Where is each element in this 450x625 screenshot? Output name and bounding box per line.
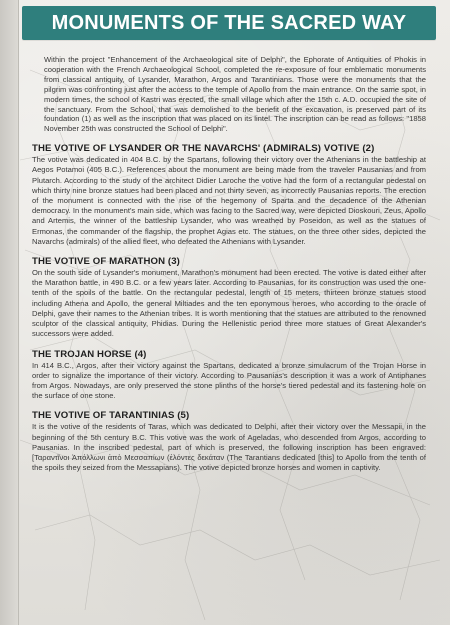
section-trojan-horse — [32, 349, 432, 402]
section-title: THE TROJAN HORSE (4) — [32, 348, 147, 360]
section-title: THE VOTIVE OF LYSANDER OR THE NAVARCHS' (ADMIRALS) VOTIVE (2) — [32, 143, 375, 155]
section-body: In 414 B.C., Argos, after their victory against the Spartans, dedicated a bronze simulacrum of the Trojan Horse in order to signalize the importance of their victory. According to Pausanias's description it was a work of Antiphanes from Argos. Nowadays, are only preserved the stone plinths of the horse's tiered pedestal and its fastening hole on the surface of one stone. — [32, 360, 426, 401]
section-title: THE VOTIVE OF MARATHON (3) — [32, 256, 180, 268]
section-body: The votive was dedicated in 404 B.C. by the Spartans, following their victory over the Athenians in the battleship at Aegos Potamoi (405 B.C.). References about the monument are being made from the traveler Pausanias and from Plutarch. According to the study of the architect Didier Laroche the votive had the form of a rectangular pedestal on which thirty nine bronze statues had been placed and not thirty seven, as incorrectly Pausanias reports. The erection of the monument is connected with the rise of the hegemony of Sparta and the decadence of the Athenian democracy. In the monument's main side, which was facing to the Sacred way, were depicted Dioskouri, Zeus, Apollo and Artemis, the winner of the battleship Lysander, who was wreathed by Poseidon, as well as the statues of Ermonas, the commander of the flagship, the prophet Agias etc. The statues, on the three other sides, depicted the Navarchs (admirals) of the allied fleet, who defeated the Athenians with Lysander. — [32, 155, 426, 246]
section-lysander — [32, 143, 432, 247]
text-content — [32, 55, 432, 473]
section-body: It is the votive of the residents of Taras, which was dedicated to Delphi, after their victory over the Messapii, in the beginning of the 5th century B.C. This votive was the work of Ageladas, who descended from Argos, according to Pausanias. In the inscribed pedestal, part of which is preserved, the following inscription has been engraved: [Ταραντῖνοι Ἀπόλλωνι ἀπὸ Μεσσαπίων (ἑλόντες δεκάταν (The Tarantians dedicated [this] to Apollo from the tenth of the spoils they seized from the Messapians). The votive depicted bronze horses and women in captivity. — [32, 422, 426, 473]
board-frame-edge — [0, 0, 19, 625]
page-title: MONUMENTS OF THE SACRED WAY — [51, 11, 407, 34]
section-title: THE VOTIVE OF TARANTINIAS (5) — [32, 410, 190, 422]
section-body: On the south side of Lysander's monument, Marathon's monument had been erected. The votive is dated either after the Marathon battle, in 490 B.C. or a few years later. According to Pausanias, for its construction was used the one-tenth of the spoils of the battle. On the rectangular pedestal, length of 15 meters, thirteen bronze statues stood including Athena and Apollo, the general Miltiades and the ten eponymous heroes, who according to the oracle of Delphi, gave their names to the Athenian tribes. It is worth mentioning that the statues are attributed to the renowned sculptor of the classical antiquity, Phidias. During the Hellenistic period three more statues of Great Alexander's successors were added. — [32, 268, 426, 339]
section-tarantinias — [32, 410, 432, 473]
section-marathon — [32, 256, 432, 339]
title-banner — [22, 6, 436, 40]
intro-paragraph: Within the project "Enhancement of the Archaeological site of Delphi", the Ephorate of Antiquities of Phokis in cooperation with the French Archaeological School, completed the re-exposure of four emblematic monuments from classical antiquity, of Lysander, Marathon, Argos and Tarantinians. Those were the monuments that the pilgrim was confronting just after the access to the temple of Apollo from the main entrance. On the same spot, in modern times, the school of Kastri was erected, the small village which after the 15th c. A.D. occupied the site of the sanctuary. From the School, that was demolished to the benefit of the excavation, is preserved part of its foundation (1) as well as the inscription that was placed on its lintel. The inscription can be read as follows: "1858 November 25th was constructed the School of Delphi". — [44, 55, 426, 134]
